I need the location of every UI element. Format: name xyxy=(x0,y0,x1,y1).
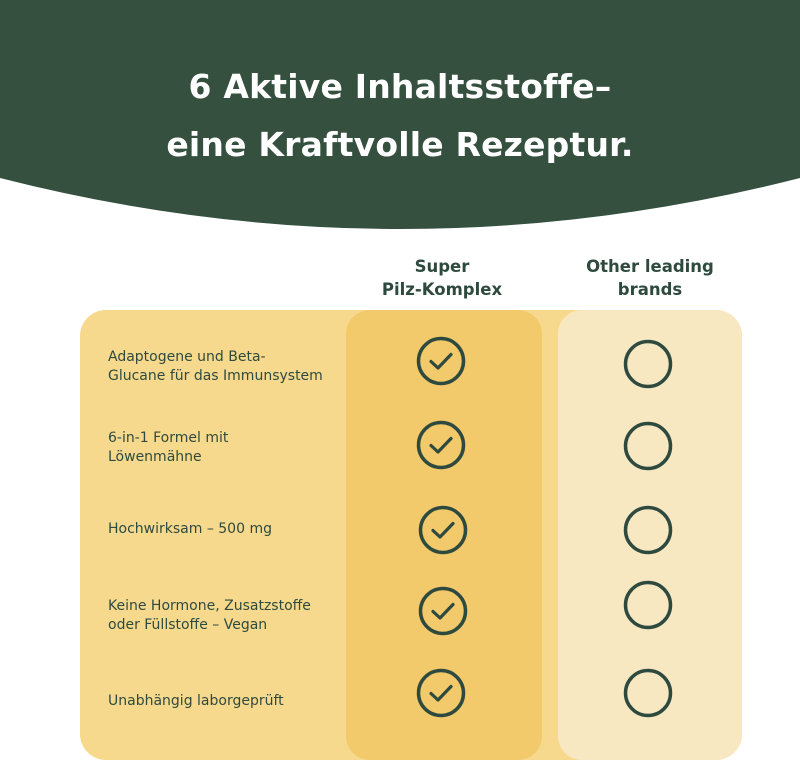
check-icon xyxy=(416,668,466,718)
check-icon xyxy=(418,586,468,636)
row-label-line-1: Keine Hormone, Zusatzstoffe xyxy=(108,598,311,614)
row-label-line-2: Löwenmähne xyxy=(108,449,202,465)
column-header-super xyxy=(352,255,532,301)
page-title xyxy=(0,58,800,174)
row-label xyxy=(108,348,348,386)
row-label xyxy=(108,429,348,467)
empty-circle-icon xyxy=(623,580,673,630)
row-label-line-2: oder Füllstoffe – Vegan xyxy=(108,617,268,633)
empty-circle-icon xyxy=(623,668,673,718)
row-label xyxy=(108,520,348,539)
row-label-line-1: Hochwirksam – 500 mg xyxy=(108,521,272,537)
column-header-super-line-1: Super xyxy=(414,257,470,276)
row-label xyxy=(108,597,348,635)
row-label-line-1: Adaptogene und Beta- xyxy=(108,349,266,365)
page-title-line-1: 6 Aktive Inhaltsstoffe– xyxy=(188,67,612,106)
empty-circle-icon xyxy=(623,339,673,389)
column-header-other-line-2: brands xyxy=(617,280,683,299)
row-label-line-2: Glucane für das Immunsystem xyxy=(108,368,323,384)
column-header-other xyxy=(560,255,740,301)
check-icon xyxy=(418,505,468,555)
page-title-line-2: eine Kraftvolle Rezeptur. xyxy=(166,125,634,164)
empty-circle-icon xyxy=(623,505,673,555)
row-label-line-1: 6-in-1 Formel mit xyxy=(108,430,229,446)
empty-circle-icon xyxy=(623,421,673,471)
comparison-table xyxy=(80,310,742,760)
column-header-other-line-1: Other leading xyxy=(586,257,714,276)
row-label-line-1: Unabhängig laborgeprüft xyxy=(108,693,284,709)
check-icon xyxy=(416,336,466,386)
row-label xyxy=(108,692,348,711)
check-icon xyxy=(416,420,466,470)
column-header-super-line-2: Pilz-Komplex xyxy=(381,280,503,299)
